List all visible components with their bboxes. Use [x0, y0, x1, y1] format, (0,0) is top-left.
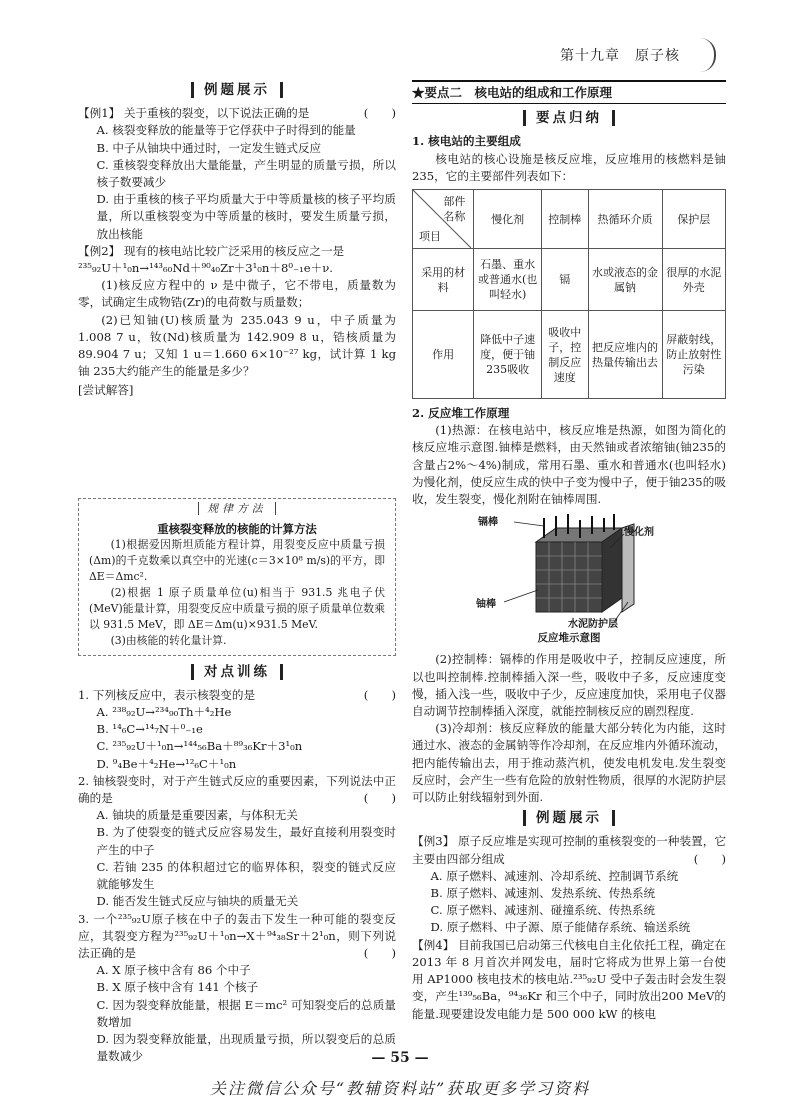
header-decoration [696, 38, 716, 72]
row-label: 作用 [413, 311, 474, 399]
option: A. 原子燃料、减速剂、冷却系统、控制调节系统 [430, 868, 679, 883]
example-3 [412, 833, 726, 936]
table-cell: 把反应堆内的热量传输出去 [588, 311, 662, 399]
option: D. 由于重核的核子平均质量大于中等质量核的核子平均质量，所以重核裂变为中等质量的核时，要发生质量亏损，放出核能 [96, 192, 396, 241]
table-cell: 水或液态的金属钠 [588, 249, 662, 311]
example-2 [78, 243, 396, 400]
option: D. ⁹₄Be＋⁴₂He→¹²₆C＋¹₀n [96, 756, 237, 771]
option: C. 因为裂变释放能量，根据 E＝mc² 可知裂变后的总质量数增加 [96, 997, 396, 1029]
example-4: 【例4】 目前我国已启动第三代核电自主化依托工程，确定在 2013 年 8 月首次并网发电，届时它将成为世界上第一台使用 AP1000 核电技术的核电站.²³⁵₉₂U 受中子轰击时会发生裂变，产生¹³⁹₅₆Ba，⁹⁴₃₆Kr 和三个中子，同时放出200 MeV的能量.现要建设发电能力是 500 000 kW 的核电 [412, 937, 726, 1021]
option: A. X 原子核中含有 86 个中子 [96, 963, 251, 978]
left-column [78, 80, 396, 1065]
option: D. 原子燃料、中子源、原子能储存系统、输送系统 [430, 920, 691, 935]
answer-paren: ( ) [363, 791, 396, 806]
question-3-stem: 3. 一个²³⁵₉₂U原子核在中子的轰击下发生一种可能的裂变反应，其裂变方程为²³⁵₉₂U＋¹₀n→X＋⁹⁴₃₈Sr＋2¹₀n，则下列说法正确的是 [78, 911, 396, 960]
key-point-heading: ★要点二 核电站的组成和工作原理 [412, 80, 726, 104]
method-p1: (1)根据爱因斯坦质能方程计算，用裂变反应中质量亏损(Δm)的千克数乘以真空中的光速(c＝3×10⁸ m/s)的平方，即 ΔE＝Δmc². [89, 537, 385, 583]
fig-label: 镉棒 [478, 517, 498, 529]
question-3 [78, 911, 396, 1066]
corner-bottom-label: 项目 [419, 230, 441, 244]
option: B. 为了使裂变的链式反应容易发生，最好直接利用裂变时产生的中子 [96, 825, 396, 857]
answer-paren: ( ) [363, 687, 396, 702]
option: D. 因为裂变释放能量，出现质量亏损，所以裂变后的总质量数减少 [96, 1031, 396, 1064]
table-cell: 很厚的水泥外壳 [662, 249, 725, 311]
option: A. ²³⁸₉₂U→²³⁴₉₀Th＋⁴₂He [96, 705, 232, 720]
option: C. 原子燃料、减速剂、碰撞系统、传热系统 [430, 903, 656, 918]
answer-space [78, 400, 396, 486]
option: B. 原子燃料、减速剂、发热系统、传热系统 [430, 886, 656, 901]
section-2-title: 2. 反应堆工作原理 [412, 406, 510, 421]
table-header: 保护层 [662, 190, 725, 249]
example-2-q1: (1)核反应方程中的 ν 是中微子，它不带电，质量数为零，试确定生成物锆(Zr)的电荷数与质量数； [78, 278, 396, 310]
method-p3: (3)由核能的转化量计算. [110, 633, 227, 647]
example-1-stem: 【例1】 关于重核的裂变，以下说法正确的是 [78, 106, 310, 121]
reactor-diagram [474, 512, 664, 630]
table-row [413, 249, 726, 311]
table-header: 控制棒 [542, 190, 589, 249]
corner-top-label: 部件名称 [443, 195, 466, 224]
question-1-stem: 1. 下列核反应中，表示核裂变的是 [78, 687, 256, 702]
figure-caption: 反应堆示意图 [537, 632, 601, 645]
option: B. ¹⁴₆C→¹⁴₇N＋⁰₋₁e [96, 722, 203, 737]
row-label: 采用的材料 [413, 249, 474, 311]
example-2-q2: (2)已知铀(U)核质量为 235.043 9 u，中子质量为 1.008 7 u，钕(Nd)核质量为 142.909 8 u，锆核质量为 89.904 7 u；又知 1 u＝1.660 6×10⁻²⁷ kg，试计算 1 kg 铀 235大约能产生的能量是多少？ [78, 312, 396, 379]
question-2-stem: 2. 铀核裂变时，对于产生链式反应的重要因素，下列说法中正确的是 [78, 773, 396, 806]
example-2-stem: 【例2】 现有的核电站比较广泛采用的核反应之一是 [78, 243, 345, 258]
right-column [412, 80, 726, 1023]
option: C. ²³⁵₉₂U＋¹₀n→¹⁴⁴₅₆Ba＋⁸⁹₃₆Kr＋3¹₀n [96, 739, 303, 754]
footer-note: 关注微信公众号“教辅资料站”获取更多学习资料 [209, 1079, 591, 1098]
table-cell: 吸收中子，控制反应速度 [542, 311, 589, 399]
example-1 [78, 105, 396, 243]
answer-paren: ( ) [363, 945, 396, 960]
table-header: 慢化剂 [474, 190, 542, 249]
chapter-header: 第十九章 原子核 [560, 48, 680, 64]
method-box [78, 498, 396, 656]
option: C. 若铀 235 的体积超过它的临界体积，裂变的链式反应就能够发生 [96, 859, 396, 892]
table-header: 热循环介质 [588, 190, 662, 249]
page-number: — 55 — [371, 1050, 429, 1066]
answer-label: [尝试解答] [78, 383, 134, 398]
fig-label: 铀棒 [476, 599, 496, 611]
option: D. 能否发生链式反应与铀块的质量无关 [96, 894, 299, 909]
components-table [412, 189, 726, 399]
option: C. 重核裂变释放出大量能量，产生明显的质量亏损，所以核子数要减少 [96, 157, 396, 190]
option: B. 中子从铀块中通过时，一定发生链式反应 [96, 140, 322, 155]
practice-heading: 对点训练 [78, 664, 396, 681]
table-cell: 石墨、重水或普通水(也叫轻水) [474, 249, 542, 311]
question-1 [78, 687, 396, 773]
table-cell: 屏蔽射线，防止放射性污染 [662, 311, 725, 399]
answer-paren: ( ) [693, 851, 726, 866]
summary-heading: 要点归纳 [412, 110, 726, 127]
fig-label: 水泥防护层 [568, 619, 618, 631]
method-p2: (2)根据 1 原子质量单位(u)相当于 931.5 兆电子伏(MeV)能量计算，用裂变反应中质量亏损的原子质量单位数乘以 931.5 MeV，即 ΔE＝Δm(u)×931.5 MeV. [89, 585, 385, 631]
option: A. 核裂变释放的能量等于它俘获中子时得到的能量 [96, 123, 356, 138]
example-2-equation: ²³⁵₉₂U＋¹₀n→¹⁴³₆₀Nd＋⁹⁰₄₀Zr＋3¹₀n＋8⁰₋₁e＋ν. [78, 261, 333, 276]
answer-paren: ( ) [363, 106, 396, 121]
method-title: 重核裂变释放的核能的计算方法 [157, 521, 317, 536]
method-tag: 规律方法 [89, 501, 385, 517]
example-3-stem: 【例3】 原子反应堆是实现可控制的重核裂变的一种装置，它主要由四部分组成 [412, 834, 726, 866]
section-2-p1: (1)热源：在核电站中，核反应堆是热源，如图为简化的核反应堆示意图.铀棒是燃料，由天然铀或者浓缩铀(铀235的含量占2%～4%)制成，常用石墨、重水和普通水(也叫轻水)为慢化剂，使反应生成的快中子变为慢中子，便于铀235的吸收，发生裂变，慢化剂附在铀棒周围. [412, 423, 726, 507]
table-cell: 降低中子速度，便于铀235吸收 [474, 311, 542, 399]
section-1-text: 核电站的核心设施是核反应堆，反应堆用的核燃料是铀235，它的主要部件列表如下： [412, 151, 726, 183]
section-2-p3: (3)冷却剂：核反应释放的能量大部分转化为内能，这时通过水、液态的金属钠等作冷却剂，在反应堆内外循环流动，把内能传输出去，用于推动蒸汽机，使发电机发电.发生裂变反应时，会产生一些有危险的放射性物质，很厚的水泥防护层可以防止射线辐射到外面. [412, 721, 726, 805]
fig-label: 慢化剂 [624, 527, 654, 539]
option: A. 铀块的质量是重要因素，与体积无关 [96, 808, 298, 823]
option: B. X 原子核中含有 141 个核子 [96, 980, 259, 995]
table-cell: 镉 [542, 249, 589, 311]
table-row [413, 311, 726, 399]
section-1-title: 1. 核电站的主要组成 [412, 134, 521, 149]
table-corner [413, 190, 474, 249]
section-2-p2: (2)控制棒：镉棒的作用是吸收中子，控制反应速度，所以也叫控制棒.控制棒插入深一些，吸收中子多，反应速度变慢，插入浅一些，吸收中子少，反应速度加快，采用电子仪器自动调节控制棒插入深度，就能控制核反应的剧烈程度. [412, 652, 726, 719]
question-2 [78, 773, 396, 911]
examples-heading: 例题展示 [78, 82, 396, 99]
examples-heading-2: 例题展示 [412, 810, 726, 827]
